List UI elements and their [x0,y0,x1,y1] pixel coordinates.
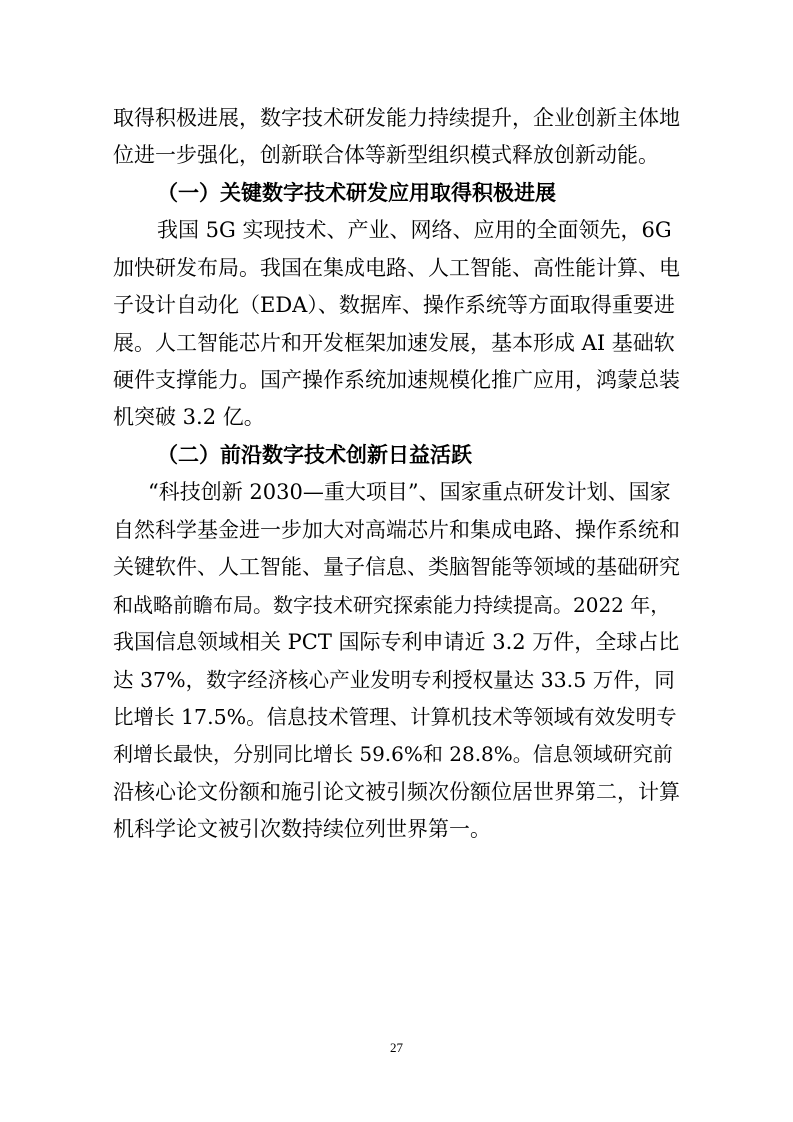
body-line: 自然科学基金进一步加大对高端芯片和集成电路、操作系统和 [113,518,680,542]
body-line: 机科学论文被引次数持续位列世界第一。 [113,817,491,841]
body-line: 比增长 17.5%。信息技术管理、计算机技术等领域有效发明专 [113,705,677,729]
body-line: 展。人工智能芯片和开发框架加速发展，基本形成 AI 基础软 [113,331,675,355]
body-line: 达 37%，数字经济核心产业发明专利授权量达 33.5 万件，同 [113,668,675,692]
body-line: 关键软件、人工智能、量子信息、类脑智能等领域的基础研究 [113,555,680,579]
body-line: 硬件支撑能力。国产操作系统加速规模化推广应用，鸿蒙总装 [113,368,680,392]
section-heading-2: （二）前沿数字技术创新日益活跃 [157,442,472,467]
page-number: 27 [390,1040,403,1055]
body-line: 子设计自动化（EDA）、数据库、操作系统等方面取得重要进 [113,293,675,317]
body-line: 位进一步强化，创新联合体等新型组织模式释放创新动能。 [113,143,659,167]
paragraph-first-line: 我国 5G 实现技术、产业、网络、应用的全面领先，6G [157,218,672,242]
body-line: 和战略前瞻布局。数字技术研究探索能力持续提高。2022 年， [113,593,671,617]
section-heading-1: （一）关键数字技术研发应用取得积极进展 [157,180,556,205]
paragraph-first-line: “科技创新 2030—重大项目”、国家重点研发计划、国家 [148,480,671,504]
body-line: 机突破 3.2 亿。 [113,405,265,429]
body-line: 加快研发布局。我国在集成电路、人工智能、高性能计算、电 [113,256,680,280]
body-line: 取得积极进展，数字技术研发能力持续提升，企业创新主体地 [113,106,680,130]
body-line: 沿核心论文份额和施引论文被引频次份额位居世界第二，计算 [113,780,680,804]
body-line: 利增长最快，分别同比增长 59.6%和 28.8%。信息领域研究前 [113,742,673,766]
body-line: 我国信息领域相关 PCT 国际专利申请近 3.2 万件，全球占比 [113,630,680,654]
